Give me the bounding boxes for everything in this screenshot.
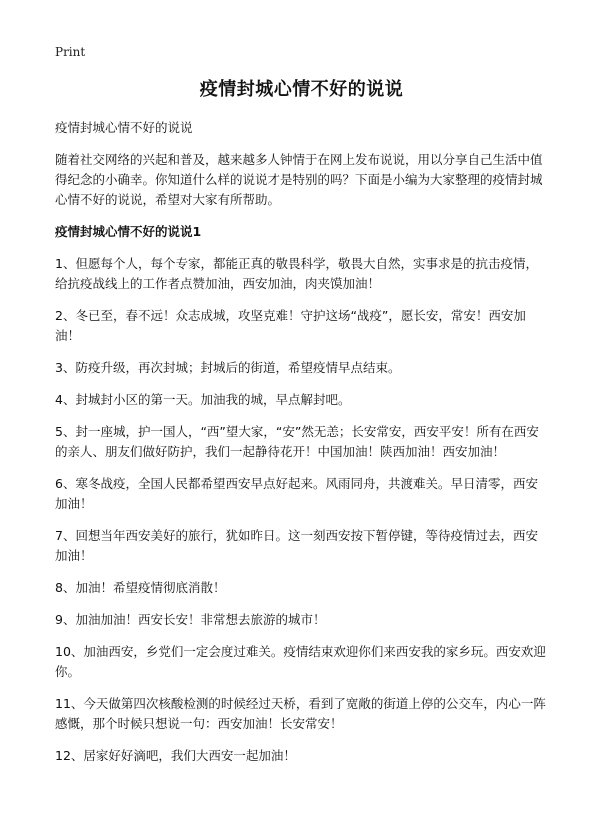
list-item-12: 12、居家好好滴吧，我们大西安一起加油！ <box>55 748 296 763</box>
list-item-8: 8、加油！希望疫情彻底消散！ <box>55 580 226 595</box>
list-item-9: 9、加油加油！西安长安！非常想去旅游的城市！ <box>55 612 326 627</box>
page-title: 疫情封城心情不好的说说 <box>199 79 404 100</box>
list-item-2: 2、冬已至，春不远！众志成城，攻坚克难！守护这场“战疫”，愿长安，常安！西安加油！ <box>55 308 526 343</box>
list-item-7: 7、回想当年西安美好的旅行，犹如昨日。这一刻西安按下暂停键，等待疫情过去，西安加油！ <box>55 528 538 563</box>
document-subtitle: 疫情封城心情不好的说说 <box>55 120 193 135</box>
list-item-6: 6、寒冬战疫，全国人民都希望西安早点好起来。风雨同舟，共渡难关。早日清零，西安加油！ <box>55 476 538 511</box>
list-item-3: 3、防疫升级，再次封城；封城后的街道，希望疫情早点结束。 <box>55 360 401 375</box>
section-heading: 疫情封城心情不好的说说1 <box>55 224 202 239</box>
list-item-11: 11、今天做第四次核酸检测的时候经过天桥，看到了宽敞的街道上停的公交车，内心一阵感慨，那个时候只想说一句：西安加油！长安常安！ <box>55 696 546 731</box>
intro-paragraph: 随着社交网络的兴起和普及，越来越多人钟情于在网上发布说说，用以分享自己生活中值得纪念的小确幸。你知道什么样的说说才是特别的吗？下面是小编为大家整理的疫情封城心情不好的说说，希望对大家有所帮助。 <box>55 152 543 207</box>
list-item-4: 4、封城封小区的第一天。加油我的城，早点解封吧。 <box>55 392 351 407</box>
print-label: Print <box>55 45 86 59</box>
list-item-1: 1、但愿每个人，每个专家，都能正真的敬畏科学，敬畏大自然，实事求是的抗击疫情，给抗疫战线上的工作者点赞加油，西安加油，肉夹馍加油！ <box>55 256 538 291</box>
list-item-5: 5、封一座城，护一国人，“西”望大家，“安”然无恙；长安常安，西安平安！所有在西安的亲人、朋友们做好防护，我们一起静待花开！中国加油！陕西加油！西安加油！ <box>55 424 539 459</box>
list-item-10: 10、加油西安，乡党们一定会度过难关。疫情结束欢迎你们来西安我的家乡玩。西安欢迎你。 <box>55 644 546 679</box>
